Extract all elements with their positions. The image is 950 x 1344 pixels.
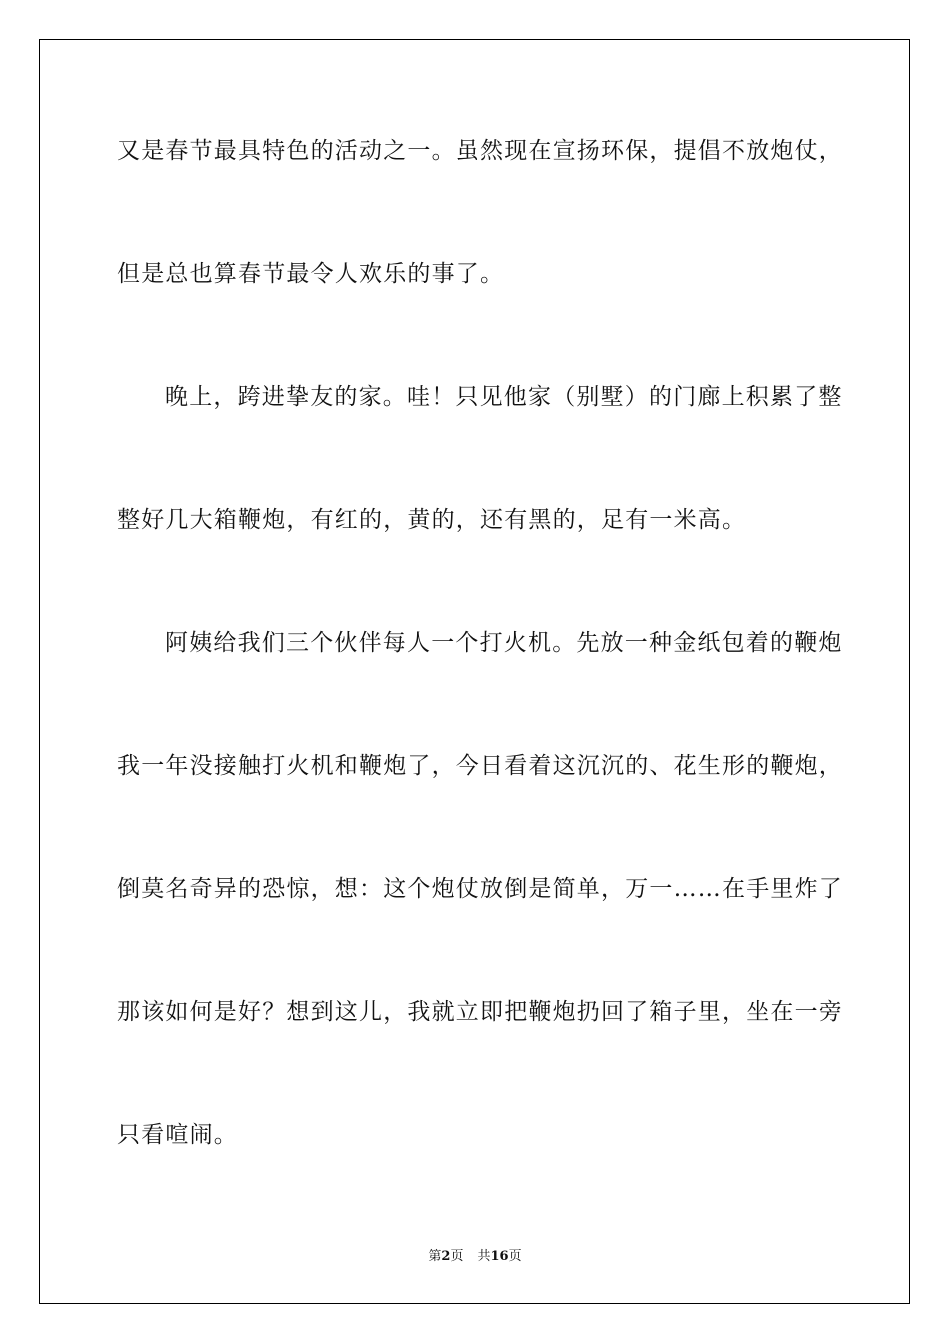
body-line-2: 但是总也算春节最令人欢乐的事了。 [117, 261, 505, 287]
page-suffix: 页 [450, 1249, 464, 1264]
body-line-9: 只看喧闹。 [117, 1122, 238, 1148]
body-line-6: 我一年没接触打火机和鞭炮了，今日看着这沉沉的、花生形的鞭炮， [117, 753, 843, 779]
page-number: 2 [441, 1249, 451, 1264]
body-line-4: 整好几大箱鞭炮，有红的，黄的，还有黑的，足有一米高。 [117, 507, 747, 533]
body-line-5: 阿姨给我们三个伙伴每人一个打火机。先放一种金纸包着的鞭炮 [165, 630, 843, 656]
total-prefix: 共 [477, 1249, 491, 1264]
page-border [39, 39, 910, 1304]
total-suffix: 页 [508, 1249, 522, 1264]
body-line-3: 晚上，跨进挚友的家。哇！只见他家（别墅）的门廊上积累了整 [165, 384, 843, 410]
total-pages: 16 [490, 1249, 509, 1264]
page-prefix: 第 [428, 1249, 442, 1264]
body-line-1: 又是春节最具特色的活动之一。虽然现在宣扬环保，提倡不放炮仗， [117, 138, 843, 164]
body-line-7: 倒莫名奇异的恐惊，想：这个炮仗放倒是简单，万一……在手里炸了 [117, 876, 843, 902]
page-footer [0, 1248, 950, 1266]
body-line-8: 那该如何是好？想到这儿，我就立即把鞭炮扔回了箱子里，坐在一旁 [117, 999, 843, 1025]
